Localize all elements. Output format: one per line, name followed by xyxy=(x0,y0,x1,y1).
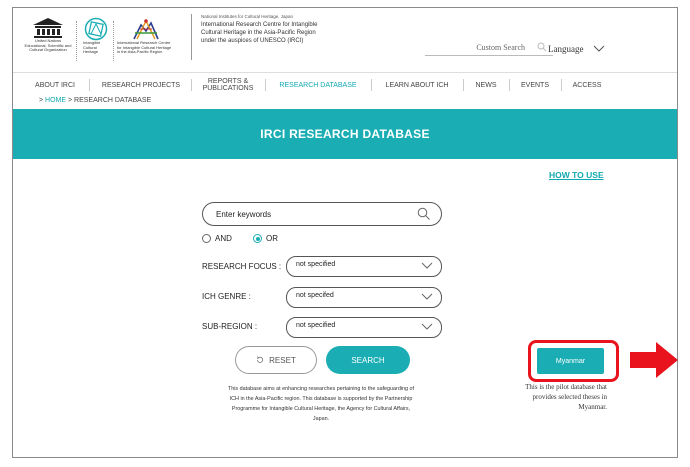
nav-news[interactable]: NEWS xyxy=(475,81,497,89)
chevron-down-icon xyxy=(421,262,433,270)
chevron-down-icon[interactable] xyxy=(593,43,605,53)
unesco-logo[interactable] xyxy=(23,17,73,53)
nav-events[interactable]: EVENTS xyxy=(520,81,549,89)
nav-divider xyxy=(191,79,192,91)
nav-divider xyxy=(89,79,90,91)
ich-text: Intangible Cultural Heritage xyxy=(83,40,101,55)
breadcrumb-current: RESEARCH DATABASE xyxy=(74,97,152,104)
site-search-input[interactable] xyxy=(425,41,525,54)
research-focus-select[interactable]: not specified xyxy=(286,256,442,277)
radio-or[interactable]: OR xyxy=(253,234,278,243)
logo-divider xyxy=(113,21,114,61)
red-arrow-icon xyxy=(630,342,678,378)
nav-reports-publications[interactable]: REPORTS & PUBLICATIONS xyxy=(202,78,254,92)
radio-and-circle[interactable] xyxy=(202,234,211,243)
keyword-search xyxy=(202,202,442,226)
sub-region-select[interactable]: not specified xyxy=(286,317,442,338)
breadcrumb: > HOME > RESEARCH DATABASE xyxy=(39,97,152,104)
irci-logo[interactable] xyxy=(117,17,193,55)
page-frame xyxy=(12,7,678,458)
reset-button[interactable]: RESET xyxy=(235,346,317,374)
radio-and[interactable]: AND xyxy=(202,234,232,243)
main-nav xyxy=(13,72,677,95)
ich-logo[interactable] xyxy=(81,17,111,55)
page-title-banner xyxy=(13,109,677,159)
unesco-temple-icon xyxy=(31,17,65,39)
search-button[interactable]: SEARCH xyxy=(326,346,410,374)
irci-emblem-icon xyxy=(131,17,161,41)
irci-text: International Research Centre for Intangible Cultural Heritage in the Asia-Pacific Region xyxy=(117,40,172,55)
reset-icon xyxy=(256,356,264,364)
nav-divider xyxy=(463,79,464,91)
nav-research-database[interactable]: RESEARCH DATABASE xyxy=(279,81,357,89)
search-icon[interactable] xyxy=(417,207,431,221)
page-title: IRCI RESEARCH DATABASE xyxy=(260,127,430,141)
language-selector[interactable]: Language xyxy=(548,44,584,54)
search-icon[interactable] xyxy=(537,42,547,52)
keyword-input[interactable] xyxy=(216,207,406,221)
nav-learn-about-ich[interactable]: LEARN ABOUT ICH xyxy=(385,81,449,89)
how-to-use-link[interactable]: HOW TO USE xyxy=(549,170,604,180)
nav-research-projects[interactable]: RESEARCH PROJECTS xyxy=(101,81,181,89)
research-focus-label: RESEARCH FOCUS : xyxy=(202,262,282,271)
institute-name: National Institutes for Cultural Heritage, Japan International Research Centre for Intangible Cultural Heritage in the Asia-Pacific Region under the auspices of UNESCO (IRCI) xyxy=(191,14,376,60)
logo-group xyxy=(23,17,193,61)
nav-about-irci[interactable]: ABOUT IRCI xyxy=(35,81,75,89)
site-search xyxy=(425,41,553,56)
ich-genre-select[interactable]: not specifed xyxy=(286,287,442,308)
nav-divider xyxy=(265,79,266,91)
logo-divider xyxy=(76,21,77,61)
chevron-down-icon xyxy=(421,293,433,301)
nav-access[interactable]: ACCESS xyxy=(572,81,602,89)
nav-divider xyxy=(561,79,562,91)
myanmar-description: This is the pilot database that provides selected theses in Myanmar. xyxy=(525,383,607,411)
breadcrumb-home[interactable]: HOME xyxy=(45,97,67,104)
nav-divider xyxy=(509,79,510,91)
myanmar-button[interactable]: Myanmar xyxy=(537,348,604,374)
nav-divider xyxy=(371,79,372,91)
ich-genre-label: ICH GENRE : xyxy=(202,292,251,301)
database-description: This database aims at enhancing researches pertaining to the safeguarding of ICH in the Asia-Pacific region. This database is supported by the Partnership Programme for Intangible Cultural Heritage, the Agency for Cultural Affairs, Japan. xyxy=(227,386,415,422)
radio-or-circle[interactable] xyxy=(253,234,262,243)
ich-emblem-icon xyxy=(84,17,108,41)
unesco-text: United Nations Educational, Scientific and Cultural Organization xyxy=(24,38,72,53)
site-header xyxy=(13,8,677,72)
chevron-down-icon xyxy=(421,323,433,331)
sub-region-label: SUB-REGION : xyxy=(202,322,258,331)
